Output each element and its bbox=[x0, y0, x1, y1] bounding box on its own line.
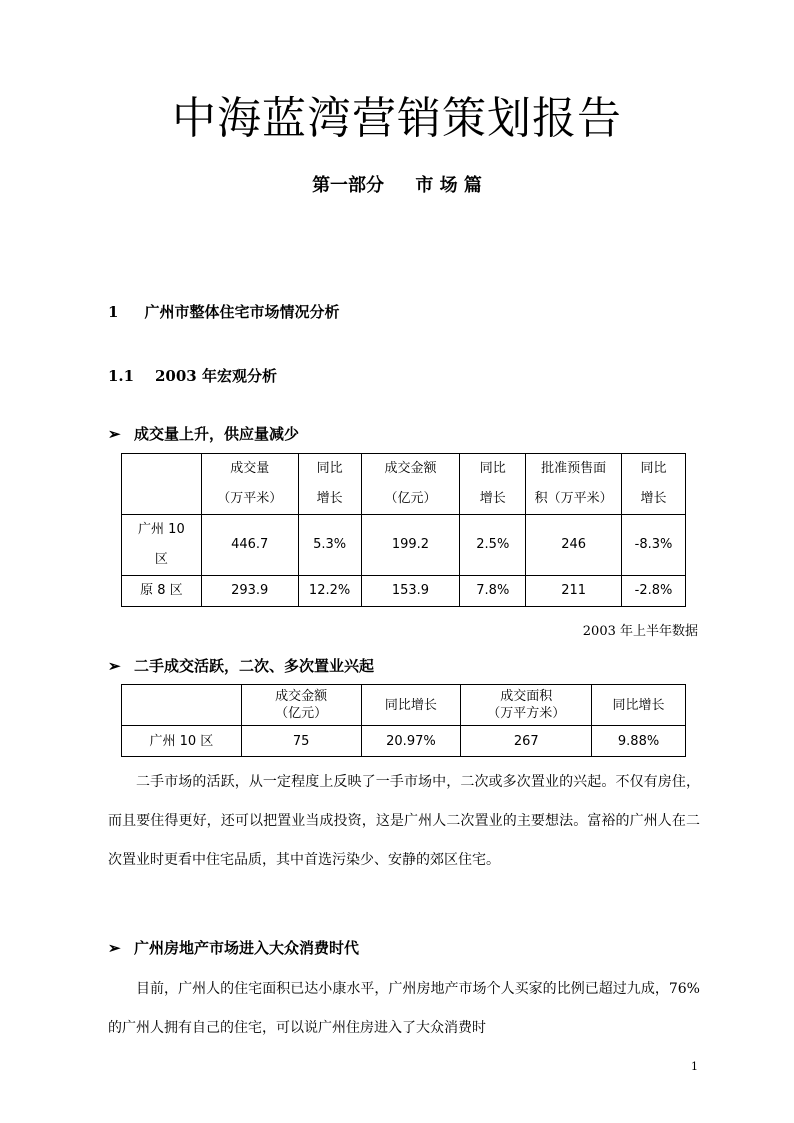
arrow-bullet-icon: ➢ bbox=[108, 939, 121, 957]
table-cell: 7.8% bbox=[460, 576, 526, 607]
part-subtitle: 第一部分 市 场 篇 bbox=[312, 175, 482, 196]
table-header-cell: 同比增长 bbox=[592, 685, 686, 726]
table-cell: 20.97% bbox=[361, 726, 461, 757]
table-header-row bbox=[122, 454, 686, 515]
table-row bbox=[122, 726, 686, 757]
paragraph-secondhand: 二手市场的活跃，从一定程度上反映了一手市场中，二次或多次置业的兴起。不仅有房住，而且要住得更好，还可以把置业当成投资，这是广州人二次置业的主要想法。富裕的广州人在二次置业时更看中住宅品质，其中首选污染少、安静的郊区住宅。 bbox=[108, 774, 700, 868]
table-header-cell: 同比 增长 bbox=[460, 454, 526, 515]
table-header-cell: 同比 增长 bbox=[622, 454, 686, 515]
table-header-cell: 成交量 （万平米） bbox=[201, 454, 298, 515]
table-cell: 267 bbox=[461, 726, 592, 757]
table-header-cell: 批准预售面 积（万平米） bbox=[526, 454, 622, 515]
table-cell: 2.5% bbox=[460, 515, 526, 576]
table-row-label: 原 8 区 bbox=[122, 576, 202, 607]
arrow-bullet-icon: ➢ bbox=[108, 425, 121, 443]
table-cell: 211 bbox=[526, 576, 622, 607]
page-number: 1 bbox=[691, 1060, 698, 1073]
table-header-cell: 同比 增长 bbox=[298, 454, 361, 515]
table-cell: -2.8% bbox=[622, 576, 686, 607]
section-heading-1-1: 1.1 2003 年宏观分析 bbox=[108, 367, 277, 385]
table-cell: -8.3% bbox=[622, 515, 686, 576]
table-header-cell: 成交金额 （亿元） bbox=[241, 685, 361, 726]
arrow-bullet-icon: ➢ bbox=[108, 657, 121, 675]
transaction-table bbox=[121, 453, 686, 607]
table-cell: 153.9 bbox=[361, 576, 460, 607]
table-header-cell bbox=[122, 685, 242, 726]
bullet-heading-mass-consumption bbox=[108, 937, 359, 958]
table-cell: 199.2 bbox=[361, 515, 460, 576]
section-heading-1: 1 广州市整体住宅市场情况分析 bbox=[108, 303, 340, 321]
table-cell: 12.2% bbox=[298, 576, 361, 607]
table-source-note: 2003 年上半年数据 bbox=[582, 624, 698, 639]
paragraph-mass-consumption: 目前，广州人的住宅面积已达小康水平，广州房地产市场个人买家的比例已超过九成，76%的广州人拥有自己的住宅，可以说广州住房进入了大众消费时 bbox=[108, 981, 700, 1036]
table-cell: 5.3% bbox=[298, 515, 361, 576]
table-cell: 75 bbox=[241, 726, 361, 757]
document-title: 中海蓝湾营销策划报告 bbox=[172, 93, 622, 144]
table-cell: 9.88% bbox=[592, 726, 686, 757]
table-cell: 293.9 bbox=[201, 576, 298, 607]
bullet-heading-volume bbox=[108, 423, 299, 444]
table-header-row bbox=[122, 685, 686, 726]
bullet-text: 成交量上升，供应量减少 bbox=[134, 425, 300, 443]
table-header-cell bbox=[122, 454, 202, 515]
table-cell: 246 bbox=[526, 515, 622, 576]
table-header-cell: 成交面积 （万平方米） bbox=[461, 685, 592, 726]
table-header-cell: 同比增长 bbox=[361, 685, 461, 726]
table-row-label: 广州 10 区 bbox=[122, 515, 202, 576]
table-header-cell: 成交金额 （亿元） bbox=[361, 454, 460, 515]
bullet-text: 二手成交活跃，二次、多次置业兴起 bbox=[134, 657, 375, 675]
bullet-text: 广州房地产市场进入大众消费时代 bbox=[134, 939, 360, 957]
secondhand-table bbox=[121, 684, 686, 757]
table-row-label: 广州 10 区 bbox=[122, 726, 242, 757]
table-row bbox=[122, 515, 686, 576]
bullet-heading-secondhand bbox=[108, 655, 374, 676]
table-row bbox=[122, 576, 686, 607]
table-cell: 446.7 bbox=[201, 515, 298, 576]
